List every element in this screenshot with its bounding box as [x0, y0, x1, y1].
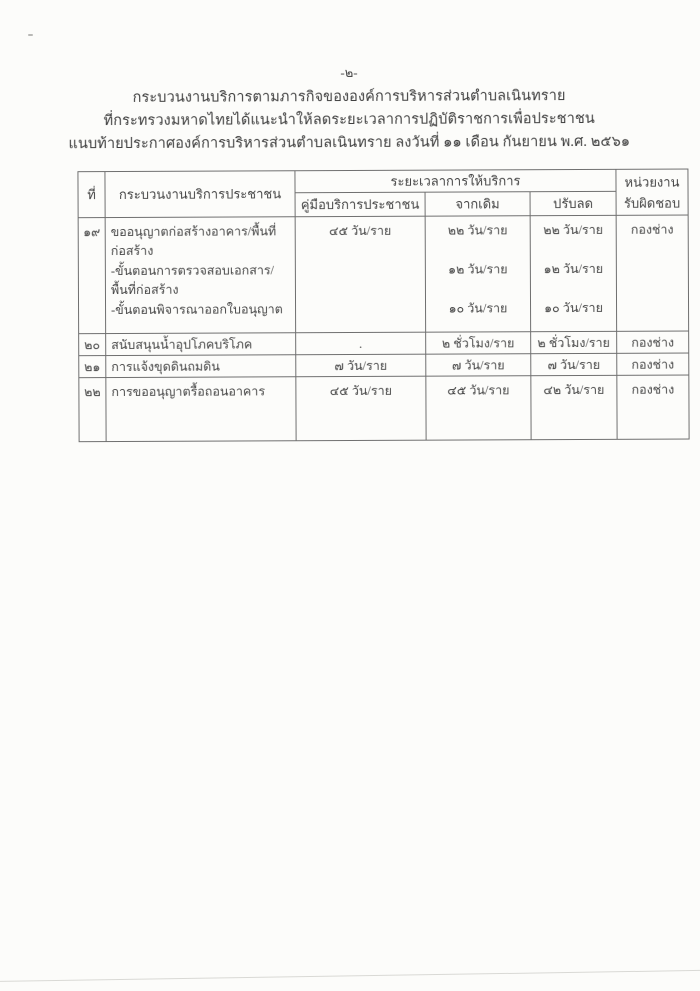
cell-reduced: ๗ วัน/ราย: [531, 353, 617, 375]
cell-reduced: ๒ ชั่วโมง/ราย: [531, 331, 617, 353]
cell-original: ๔๕ วัน/ราย: [426, 376, 531, 440]
col-header-agency: [616, 169, 688, 215]
col-header-process: กระบวนงานบริการประชาชน: [105, 171, 295, 218]
document-title: [0, 84, 699, 156]
title-line-1: กระบวนงานบริการตามภารกิจขององค์การบริหารส่วนตำบลเนินทราย: [132, 88, 566, 106]
cell-agency: กองช่าง: [616, 215, 689, 331]
col-header-manual: คู่มือบริการประชาชน: [295, 192, 425, 217]
table-row-20: [79, 331, 689, 356]
cell-manual: ๔๕ วัน/ราย: [295, 216, 426, 333]
col-header-service-time-group: ระยะเวลาการให้บริการ: [295, 169, 616, 192]
table-row-21: [79, 353, 689, 378]
cell-manual: .: [296, 332, 426, 355]
col-header-original: จากเดิม: [425, 192, 530, 216]
cell-manual: ๗ วัน/ราย: [296, 354, 426, 377]
table-row-19: [78, 215, 689, 334]
cell-original: ๒๒ วัน/ราย ๑๒ วัน/ราย ๑๐ วัน/ราย: [425, 216, 531, 332]
cell-no: ๒๑: [79, 356, 106, 378]
cell-agency: กองช่าง: [617, 331, 689, 353]
title-line-3: แนบท้ายประกาศองค์การบริหารส่วนตำบลเนินทราย ลงวันที่ ๑๑ เดือน กันยายน พ.ศ. ๒๕๖๑: [68, 133, 631, 153]
table-row-22: [79, 375, 689, 442]
cell-no: ๒๐: [79, 334, 106, 356]
col-header-agency-line1: หน่วยงาน: [624, 174, 680, 190]
cell-no: ๑๙: [78, 218, 106, 334]
cell-agency: กองช่าง: [617, 375, 689, 439]
cell-original: ๗ วัน/ราย: [426, 354, 531, 376]
cell-reduced: ๒๒ วัน/ราย ๑๒ วัน/ราย ๑๐ วัน/ราย: [530, 215, 617, 331]
page-number: -๒-: [340, 64, 358, 81]
cell-process: การขออนุญาตรื้อถอนอาคาร: [106, 377, 296, 442]
cell-agency: กองช่าง: [617, 353, 689, 375]
col-header-no: ที่: [78, 172, 105, 218]
service-process-table: [77, 169, 689, 443]
cell-manual: ๔๕ วัน/ราย: [296, 376, 426, 441]
title-line-2: ที่กระทรวงมหาดไทยได้แนะนำให้ลดระยะเวลาการปฏิบัติราชการเพื่อประชาชน: [103, 110, 595, 130]
cell-process: ขออนุญาตก่อสร้างอาคาร/พื้นที่ ก่อสร้าง -ขั้นตอนการตรวจสอบเอกสาร/ พื้นที่ก่อสร้าง -ขั้นตอนพิจารณาออกใบอนุญาต: [105, 217, 296, 334]
cell-reduced: ๔๒ วัน/ราย: [531, 375, 617, 439]
cell-no: ๒๒: [79, 378, 106, 442]
col-header-reduced: ปรับลด: [530, 191, 616, 215]
cell-original: ๒ ชั่วโมง/ราย: [426, 332, 531, 354]
cell-process: สนับสนุนน้ำอุปโภคบริโภค: [106, 333, 296, 356]
cell-process: การแจ้งขุดดินถมดิน: [106, 355, 296, 378]
col-header-agency-line2: รับผิดชอบ: [623, 195, 681, 211]
